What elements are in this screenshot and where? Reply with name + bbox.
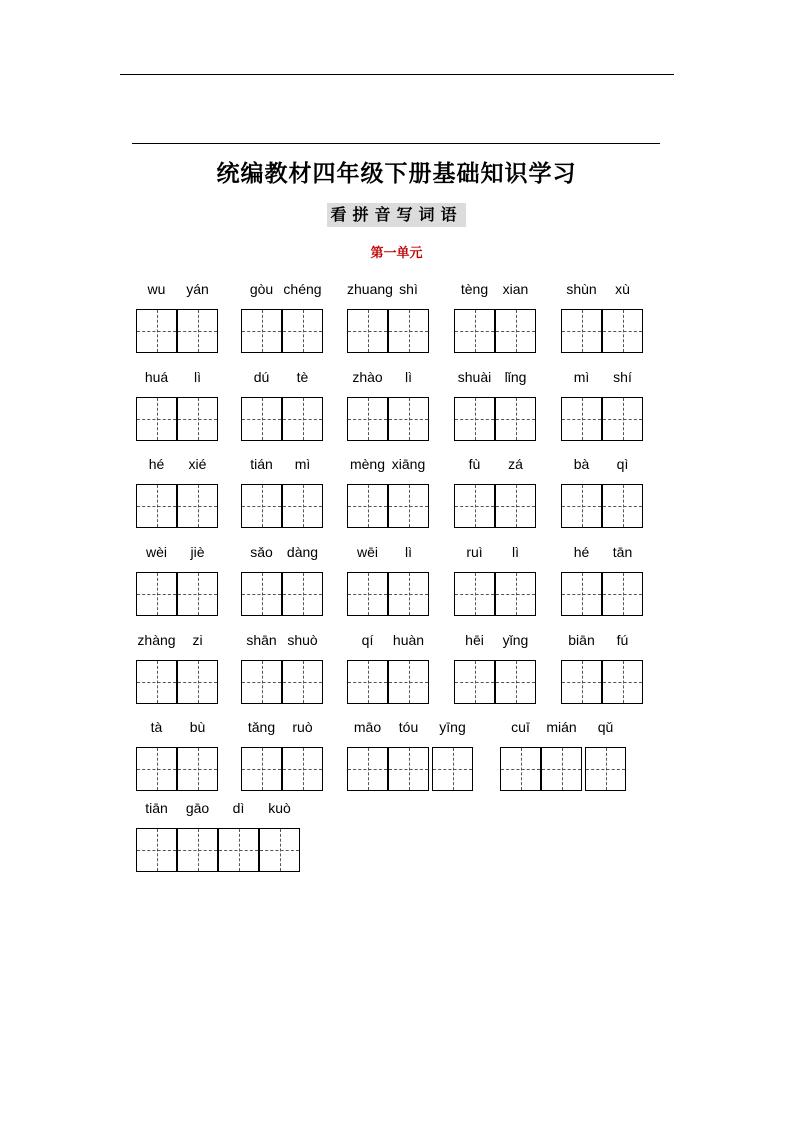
writing-cell[interactable] xyxy=(241,572,282,616)
pinyin-syllable: qí xyxy=(361,632,374,648)
writing-cell[interactable] xyxy=(454,397,495,441)
pinyin-syllable: shí xyxy=(613,369,632,385)
writing-cell[interactable] xyxy=(177,484,218,528)
writing-cell[interactable] xyxy=(259,828,300,872)
pinyin-syllable: huàn xyxy=(392,632,425,648)
pinyin-syllable: dì xyxy=(232,800,245,816)
subtitle-block xyxy=(0,203,793,227)
page-title: 统编教材四年级下册基础知识学习 xyxy=(216,161,577,187)
pinyin-syllable: tǎng xyxy=(247,719,276,735)
writing-cell[interactable] xyxy=(602,309,643,353)
pinyin-syllable: xian xyxy=(502,281,529,297)
pinyin-syllable: hé xyxy=(148,456,165,472)
writing-cell[interactable] xyxy=(432,747,473,791)
pinyin-syllable: lì xyxy=(512,544,519,560)
pinyin-syllable: dú xyxy=(253,369,270,385)
writing-cell[interactable] xyxy=(561,309,602,353)
pinyin-syllable: ruì xyxy=(466,544,483,560)
pinyin-syllable: wēi xyxy=(356,544,378,560)
writing-cell[interactable] xyxy=(388,484,429,528)
writing-cell[interactable] xyxy=(241,397,282,441)
writing-cell[interactable] xyxy=(602,397,643,441)
pinyin-syllable: gòu xyxy=(249,281,274,297)
pinyin-syllable: tiān xyxy=(145,800,168,816)
pinyin-syllable: tān xyxy=(612,544,633,560)
pinyin-syllable: zi xyxy=(192,632,203,648)
section-heading: 看拼音写词语 xyxy=(327,203,465,227)
pinyin-syllable: lì xyxy=(405,369,412,385)
pinyin-syllable: tóu xyxy=(398,719,419,735)
writing-cell[interactable] xyxy=(282,660,323,704)
pinyin-syllable: jiè xyxy=(190,544,205,560)
pinyin-syllable: shì xyxy=(399,281,418,297)
writing-cell[interactable] xyxy=(585,747,626,791)
writing-cell[interactable] xyxy=(495,572,536,616)
pinyin-syllable: wu xyxy=(147,281,166,297)
writing-cell[interactable] xyxy=(388,747,429,791)
writing-cell[interactable] xyxy=(136,747,177,791)
writing-cell[interactable] xyxy=(136,660,177,704)
pinyin-syllable: yīng xyxy=(439,719,466,735)
writing-cell[interactable] xyxy=(282,747,323,791)
pinyin-syllable: cuī xyxy=(511,719,530,735)
pinyin-syllable: zhàng xyxy=(137,632,176,648)
pinyin-syllable: xiāng xyxy=(391,456,426,472)
header-rule xyxy=(120,74,674,75)
writing-cell[interactable] xyxy=(347,397,388,441)
pinyin-syllable: māo xyxy=(353,719,382,735)
writing-cell[interactable] xyxy=(177,309,218,353)
writing-cell[interactable] xyxy=(500,747,541,791)
pinyin-syllable: lǐng xyxy=(504,369,527,385)
writing-cell[interactable] xyxy=(347,660,388,704)
pinyin-syllable: zá xyxy=(508,456,523,472)
pinyin-syllable: gāo xyxy=(185,800,210,816)
writing-cell[interactable] xyxy=(241,747,282,791)
writing-cell[interactable] xyxy=(388,572,429,616)
title-rule xyxy=(132,143,660,144)
pinyin-syllable: bù xyxy=(189,719,206,735)
pinyin-syllable: xù xyxy=(615,281,630,297)
writing-cell[interactable] xyxy=(561,484,602,528)
writing-cell[interactable] xyxy=(177,397,218,441)
unit-heading: 第一单元 xyxy=(370,246,423,261)
pinyin-syllable: zhào xyxy=(352,369,383,385)
pinyin-syllable: mì xyxy=(294,456,311,472)
writing-cell[interactable] xyxy=(495,660,536,704)
pinyin-syllable: shuài xyxy=(457,369,492,385)
pinyin-syllable: kuò xyxy=(268,800,291,816)
pinyin-syllable: lì xyxy=(405,544,412,560)
writing-cell[interactable] xyxy=(561,572,602,616)
writing-cell[interactable] xyxy=(347,484,388,528)
writing-cell[interactable] xyxy=(347,572,388,616)
writing-cell[interactable] xyxy=(136,397,177,441)
pinyin-syllable: dàng xyxy=(286,544,319,560)
writing-cell[interactable] xyxy=(282,397,323,441)
writing-cell[interactable] xyxy=(388,397,429,441)
pinyin-syllable: ruò xyxy=(292,719,313,735)
pinyin-syllable: mèng xyxy=(349,456,386,472)
writing-cell[interactable] xyxy=(241,660,282,704)
writing-cell[interactable] xyxy=(602,484,643,528)
pinyin-syllable: hēi xyxy=(465,632,484,648)
pinyin-syllable: bà xyxy=(573,456,590,472)
pinyin-syllable: yán xyxy=(186,281,209,297)
pinyin-syllable: fú xyxy=(616,632,629,648)
pinyin-syllable: shùn xyxy=(566,281,597,297)
writing-cell[interactable] xyxy=(136,484,177,528)
writing-cell[interactable] xyxy=(282,572,323,616)
writing-cell[interactable] xyxy=(495,309,536,353)
writing-cell[interactable] xyxy=(136,828,177,872)
writing-cell[interactable] xyxy=(561,397,602,441)
writing-cell[interactable] xyxy=(454,660,495,704)
writing-cell[interactable] xyxy=(177,660,218,704)
writing-cell[interactable] xyxy=(282,484,323,528)
writing-cell[interactable] xyxy=(388,660,429,704)
writing-cell[interactable] xyxy=(282,309,323,353)
pinyin-syllable: biān xyxy=(568,632,595,648)
writing-cell[interactable] xyxy=(177,747,218,791)
pinyin-syllable: mián xyxy=(546,719,577,735)
pinyin-syllable: zhuang xyxy=(347,281,393,297)
pinyin-syllable: mì xyxy=(573,369,590,385)
writing-cell[interactable] xyxy=(454,309,495,353)
writing-cell[interactable] xyxy=(177,572,218,616)
writing-cell[interactable] xyxy=(495,484,536,528)
writing-cell[interactable] xyxy=(136,309,177,353)
writing-cell[interactable] xyxy=(218,828,259,872)
pinyin-syllable: xié xyxy=(188,456,207,472)
writing-cell[interactable] xyxy=(602,660,643,704)
writing-cell[interactable] xyxy=(454,572,495,616)
writing-cell[interactable] xyxy=(454,484,495,528)
pinyin-syllable: tè xyxy=(296,369,309,385)
pinyin-syllable: lì xyxy=(194,369,201,385)
pinyin-syllable: yǐng xyxy=(502,632,529,648)
writing-cell[interactable] xyxy=(541,747,582,791)
pinyin-syllable: qǔ xyxy=(597,719,614,735)
pinyin-syllable: fù xyxy=(468,456,481,472)
writing-cell[interactable] xyxy=(241,484,282,528)
writing-cell[interactable] xyxy=(495,397,536,441)
pinyin-syllable: chéng xyxy=(283,281,322,297)
pinyin-syllable: sǎo xyxy=(250,544,273,560)
writing-cell[interactable] xyxy=(602,572,643,616)
pinyin-syllable: qì xyxy=(616,456,629,472)
pinyin-syllable: shuò xyxy=(287,632,318,648)
pinyin-syllable: tà xyxy=(150,719,163,735)
pinyin-syllable: shān xyxy=(246,632,277,648)
writing-cell[interactable] xyxy=(388,309,429,353)
pinyin-syllable: wèi xyxy=(145,544,167,560)
writing-cell[interactable] xyxy=(177,828,218,872)
writing-cell[interactable] xyxy=(561,660,602,704)
writing-cell[interactable] xyxy=(347,747,388,791)
writing-cell[interactable] xyxy=(241,309,282,353)
pinyin-syllable: hé xyxy=(573,544,590,560)
writing-cell[interactable] xyxy=(136,572,177,616)
pinyin-syllable: tián xyxy=(250,456,273,472)
pinyin-syllable: tèng xyxy=(460,281,489,297)
writing-cell[interactable] xyxy=(347,309,388,353)
pinyin-syllable: huá xyxy=(144,369,169,385)
